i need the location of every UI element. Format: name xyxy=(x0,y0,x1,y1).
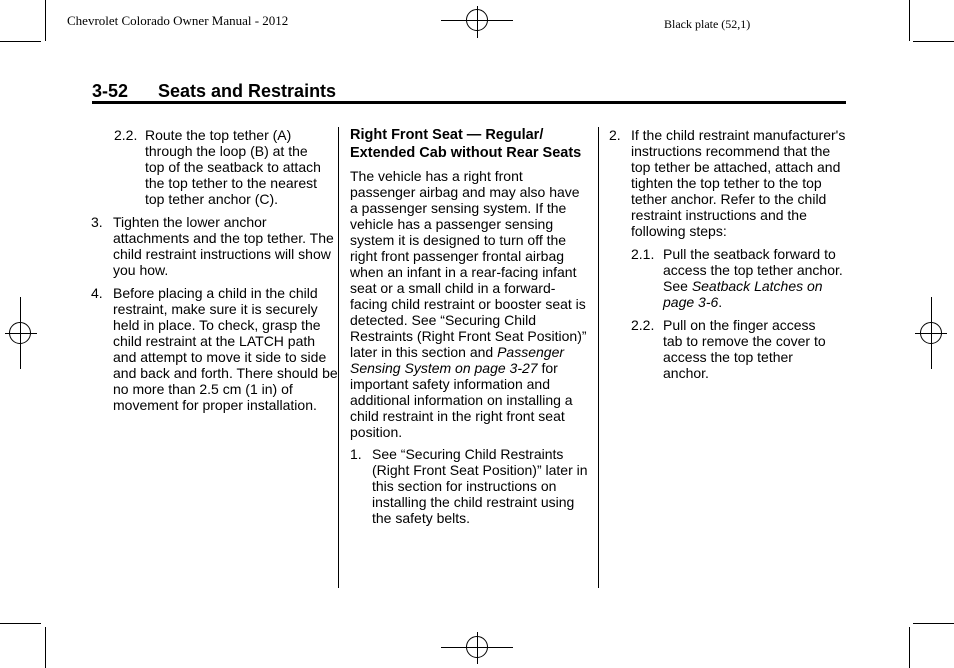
list-item xyxy=(350,446,588,526)
column-3 xyxy=(609,127,846,388)
registration-left-circle xyxy=(9,322,31,344)
crop-mark-tl-h xyxy=(0,41,41,42)
plate-label: Black plate (52,1) xyxy=(664,17,751,31)
list-item xyxy=(609,127,846,239)
step-number: 4. xyxy=(91,285,103,301)
registration-bottom-circle xyxy=(466,636,488,658)
step-number: 2.2. xyxy=(631,317,655,333)
crop-mark-br-h xyxy=(913,623,954,624)
step-text: Route the top tether (A) through the loop (B) at the top of the seatback to attach the top tether to the nearest top tether anchor (C). xyxy=(145,127,321,207)
column-1 xyxy=(91,127,338,420)
body-paragraph xyxy=(350,168,588,440)
list-item xyxy=(91,214,338,278)
heading-rule xyxy=(92,101,846,104)
registration-top-circle xyxy=(466,9,488,31)
crop-mark-bl-v xyxy=(45,627,46,668)
subsection-heading: Right Front Seat — Regular/ Extended Cab without Rear Seats xyxy=(350,127,582,161)
list-item xyxy=(631,246,846,310)
crop-mark-tl-v xyxy=(45,0,46,41)
step-number: 1. xyxy=(350,446,362,462)
list-item xyxy=(631,317,846,381)
registration-right-circle xyxy=(920,322,942,344)
step-text: If the child restraint manufacturer's instructions recommend that the top tether be attached, attach and tighten the top tether to the top tether anchor. Refer to the child restraint instructions and the following steps: xyxy=(631,127,846,239)
step-text xyxy=(663,246,846,310)
list-item xyxy=(114,127,338,207)
step-number: 2.2. xyxy=(114,127,138,143)
list-item xyxy=(91,285,338,413)
step-text: Tighten the lower anchor attachments and the top tether. The child restraint instructions will show you how. xyxy=(113,214,334,278)
step-number: 2. xyxy=(609,127,621,143)
section-heading xyxy=(92,81,336,102)
step-text: Pull on the finger access tab to remove the cover to access the top tether anchor. xyxy=(663,317,826,381)
step-text: See “Securing Child Restraints (Right Front Seat Position)” later in this section for instructions on installing the child restraint using the safety belts. xyxy=(372,446,588,526)
paragraph-text-end: for important safety information and additional information on installing a child restraint in the right front seat position. xyxy=(350,360,573,440)
step-text-start: Pull the seatback forward to access the top tether anchor. See xyxy=(663,246,843,294)
cross-reference-link[interactable]: Passenger Sensing System on page 3-27 xyxy=(350,344,565,376)
column-2 xyxy=(350,127,588,533)
step-text-end: . xyxy=(718,294,723,310)
crop-mark-tr-h xyxy=(913,41,954,42)
column-divider-1 xyxy=(338,127,339,588)
step-number: 2.1. xyxy=(631,246,655,262)
cross-reference-link[interactable]: Seatback Latches on page 3-6 xyxy=(663,278,823,310)
crop-mark-br-v xyxy=(909,627,910,668)
crop-mark-bl-h xyxy=(0,623,41,624)
step-text: Before placing a child in the child restraint, make sure it is securely held in place. To check, grasp the child restraint at the LATCH path and attempt to move it side to side and back and forth. There should be no more than 2.5 cm (1 in) of movement for proper installation. xyxy=(113,285,338,413)
manual-title: Chevrolet Colorado Owner Manual - 2012 xyxy=(67,13,289,28)
crop-mark-tr-v xyxy=(909,0,910,41)
page-title: Seats and Restraints xyxy=(158,81,337,101)
paragraph-text: The vehicle has a right front passenger airbag and may also have a passenger sensing system. If the vehicle has a passenger sensing system it is designed to turn off the right front passenger frontal airbag when an infant in a rear-facing infant seat or a small child in a forward-facing child restraint or booster seat is detected. See “Securing Child Restraints (Right Front Seat Position)” later in this section and xyxy=(350,168,587,360)
step-number: 3. xyxy=(91,214,103,230)
page-number: 3-52 xyxy=(92,81,129,101)
column-divider-2 xyxy=(598,127,599,588)
